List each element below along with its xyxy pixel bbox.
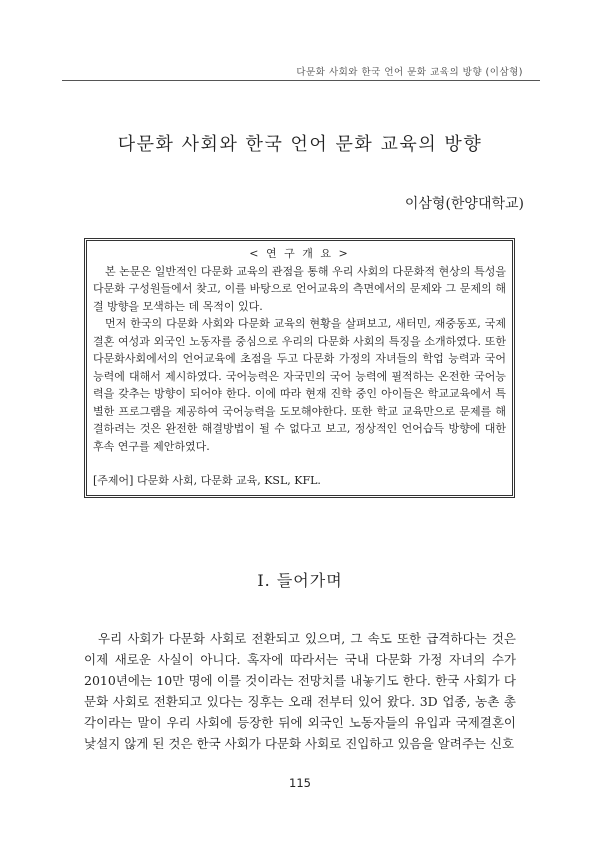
keywords: [주제어] 다문화 사회, 다문화 교육, KSL, KFL. (93, 474, 321, 487)
abstract-box (84, 238, 515, 498)
section-heading: Ⅰ. 들어가며 (257, 571, 343, 590)
author-affiliation: 이삼형(한양대학교) (404, 196, 524, 212)
page-number: 115 (289, 776, 311, 790)
paper-title: 다문화 사회와 한국 언어 문화 교육의 방향 (117, 134, 483, 155)
abstract-paragraph: 먼저 한국의 다문화 사회와 다문화 교육의 현황을 살펴보고, 새터민, 재중동포, 국제결혼 여성과 외국인 노동자를 중심으로 우리의 다문화 사회의 특징을 소개하였다. 또한 다문화사회에서의 언어교육에 초점을 두고 다문화 가정의 자녀들의 학업 능력과 국어 능력에 대해서 제시하였다. 국어능력은 자국민의 국어 능력에 필적하는 온전한 국어능력을 갖추는 방향이 되어야 한다. 이에 따라 현재 진학 중인 아이들은 학교교육에서 특별한 프로그램을 제공하여 국어능력을 도모해야한다. 또한 학교 교육만으로 문제를 해결하려는 것은 완전한 해결방법이 될 수 없다고 보고, 정상적인 언어습득 방향에 대한 후속 연구를 제안하였다. (93, 317, 506, 453)
abstract-paragraph: 본 논문은 일반적인 다문화 교육의 관점을 통해 우리 사회의 다문화적 현상의 특성을 다문화 구성원들에서 찾고, 이를 바탕으로 언어교육의 측면에서의 문제와 그 문제의 해결 방향을 모색하는 데 목적이 있다. (93, 264, 506, 313)
body-paragraph: 우리 사회가 다문화 사회로 전환되고 있으며, 그 속도 또한 급격하다는 것은 이제 새로운 사실이 아니다. 혹자에 따라서는 국내 다문화 가정 자녀의 수가 2010년에는 10만 명에 이를 것이라는 전망치를 내놓기도 한다. 한국 사회가 다문화 사회로 전환되고 있다는 징후는 오래 전부터 있어 왔다. 3D 업종, 농촌 총각이라는 말이 우리 사회에 등장한 뒤에 외국인 노동자들의 유입과 국제결혼이 낯설지 않게 된 것은 한국 사회가 다문화 사회로 진입하고 있음을 알려주는 신호 (84, 631, 516, 751)
running-header: 다문화 사회와 한국 언어 문화 교육의 방향 (이삼형) (296, 67, 523, 78)
abstract-heading: < 연 구 개 요 > (249, 247, 350, 260)
header-rule (62, 80, 540, 81)
